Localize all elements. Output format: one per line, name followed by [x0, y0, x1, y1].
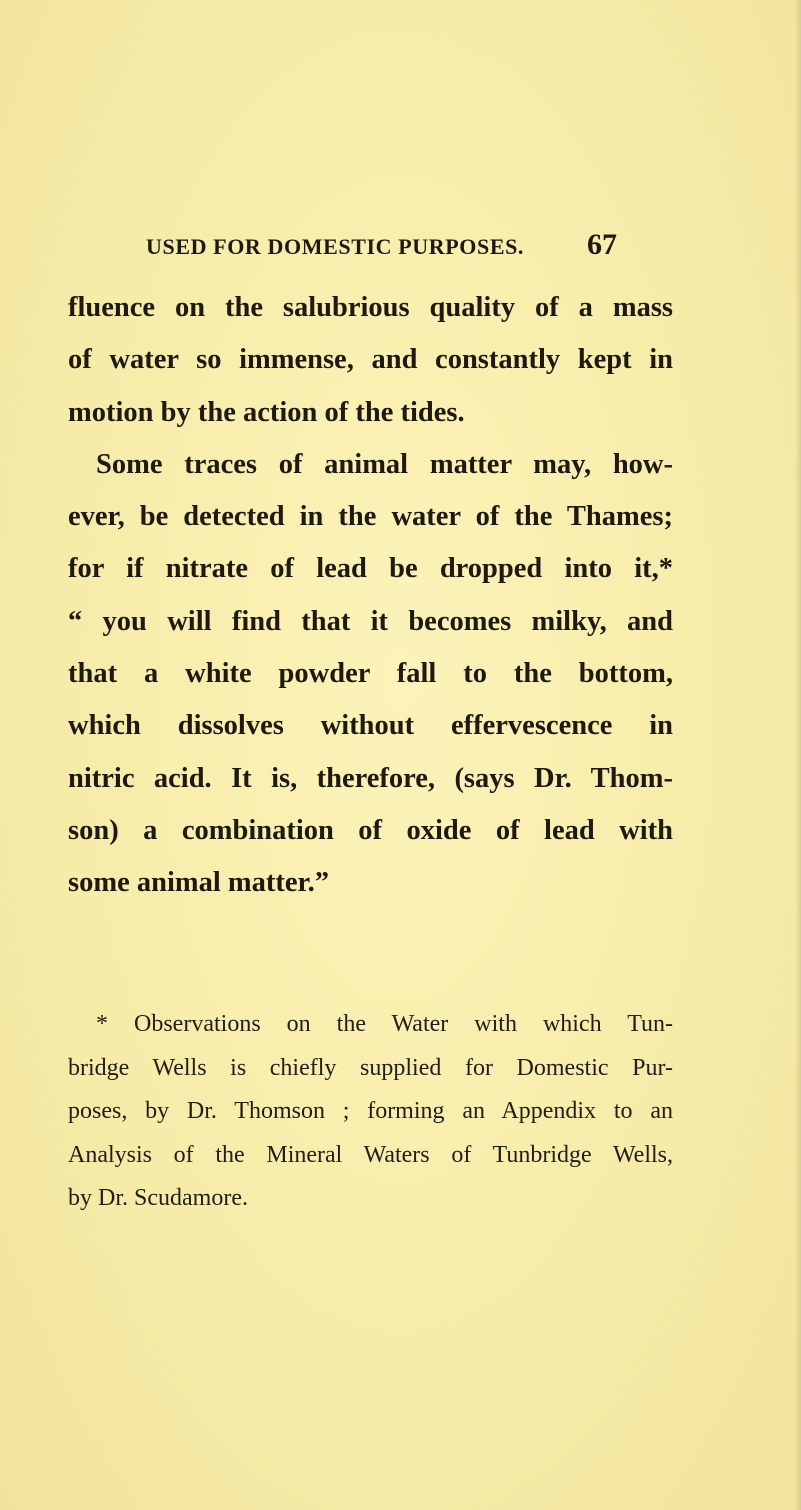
footnote-line: * Observations on the Water with which Tun- [96, 1011, 673, 1037]
body-line: motion by the action of the tides. [68, 396, 465, 428]
running-head [0, 228, 801, 268]
body-line: ever, be detected in the water of the Thames; [68, 501, 673, 533]
footnote-line: poses, by Dr. Thomson ; forming an Appendix to an [68, 1098, 673, 1124]
page-number: 67 [587, 228, 617, 261]
body-line: of water so immense, and constantly kept in [68, 344, 673, 376]
running-head-title: USED FOR DOMESTIC PURPOSES. [146, 234, 525, 259]
body-line: for if nitrate of lead be dropped into it,* [68, 553, 673, 585]
body-line: which dissolves without effervescence in [68, 710, 673, 742]
body-line: fluence on the salubrious quality of a mass [68, 292, 673, 323]
body-paragraphs [68, 282, 673, 910]
body-line: “ you will find that it becomes milky, and [68, 605, 673, 637]
body-line: Some traces of animal matter may, how- [96, 448, 673, 480]
footnote-line: by Dr. Scudamore. [68, 1185, 248, 1211]
footnote-line: bridge Wells is chiefly supplied for Domestic Pur- [68, 1054, 673, 1081]
body-line: nitric acid. It is, therefore, (says Dr. Thom- [68, 762, 673, 794]
body-line: that a white powder fall to the bottom, [68, 658, 673, 690]
body-line: son) a combination of oxide of lead with [68, 814, 673, 846]
footnote [68, 1003, 673, 1221]
page-edge-shadow [795, 0, 801, 1510]
footnote-line: Analysis of the Mineral Waters of Tunbridge Wells, [68, 1141, 673, 1168]
body-line: some animal matter.” [68, 867, 329, 899]
